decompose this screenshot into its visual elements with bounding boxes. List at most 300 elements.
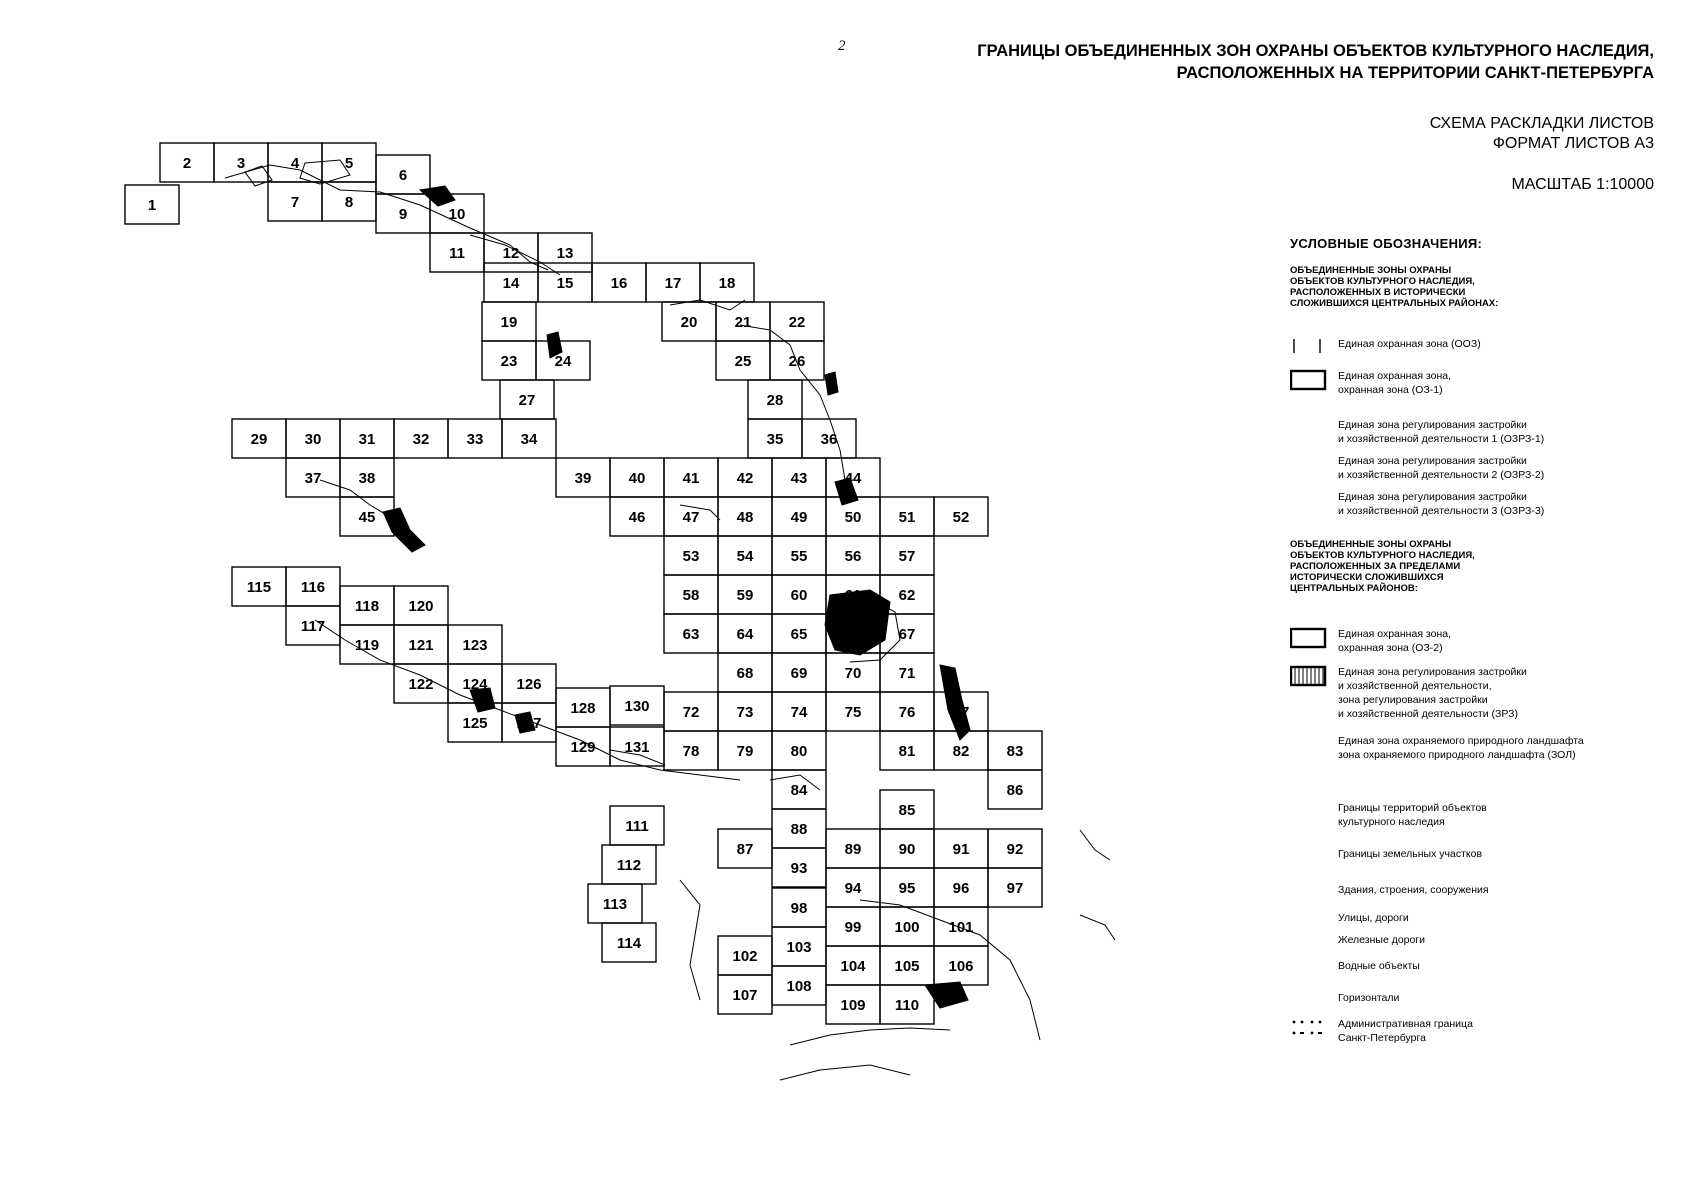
sheet-53: [664, 536, 718, 575]
map-title-line: ГРАНИЦЫ ОБЪЕДИНЕННЫХ ЗОН ОХРАНЫ ОБЪЕКТОВ КУЛЬТУРНОГО НАСЛЕДИЯ,: [977, 42, 1654, 60]
sheet-1: [125, 185, 179, 224]
legend-item-line: Водные объекты: [1338, 960, 1420, 972]
sheet-label: 84: [790, 782, 808, 799]
sheet-30: [286, 419, 340, 458]
sheet-20: [662, 302, 716, 341]
sheet-71: [880, 653, 934, 692]
sheet-label: 23: [500, 353, 518, 370]
sheet-86: [988, 770, 1042, 809]
sheet-80: [772, 731, 826, 770]
sheet-18: [700, 263, 754, 302]
zone-features: [225, 160, 1115, 1080]
sheet-label: 98: [790, 900, 808, 917]
sheet-label: 126: [516, 676, 542, 693]
sheet-106: [934, 946, 988, 985]
legend-section-line: ЦЕНТРАЛЬНЫХ РАЙОНОВ:: [1290, 583, 1418, 594]
legend-section-line: РАСПОЛОЖЕННЫХ В ИСТОРИЧЕСКИ: [1290, 287, 1466, 298]
sheet-label: 67: [898, 626, 916, 643]
sheet-label: 12: [502, 245, 520, 262]
sheet-128: [556, 688, 610, 727]
sheet-51: [880, 497, 934, 536]
sheet-41: [664, 458, 718, 497]
sheet-27: [500, 380, 554, 419]
legend-item-line: Единая зона регулирования застройки: [1338, 666, 1527, 678]
sheet-72: [664, 692, 718, 731]
legend-item-line: и хозяйственной деятельности 2 (ОЗРЗ-2): [1338, 469, 1545, 481]
legend-item-text: [1338, 454, 1668, 482]
legend-item-text: [1338, 337, 1668, 351]
legend-item-line: Улицы, дороги: [1338, 912, 1409, 924]
sheet-58: [664, 575, 718, 614]
sheet-95: [880, 868, 934, 907]
sheet-label: 70: [844, 665, 862, 682]
sheet-label: 24: [554, 353, 572, 370]
sheet-label: 44: [844, 470, 862, 487]
sheet-68: [718, 653, 772, 692]
sheet-label: 91: [952, 841, 970, 858]
sheet-label: 86: [1006, 782, 1024, 799]
sheet-32: [394, 419, 448, 458]
sheet-65: [772, 614, 826, 653]
sheet-83: [988, 731, 1042, 770]
sheet-label: 28: [766, 392, 784, 409]
sheet-label: 25: [734, 353, 752, 370]
sheet-31: [340, 419, 394, 458]
subtitle-line: СХЕМА РАСКЛАДКИ ЛИСТОВ: [1429, 115, 1654, 132]
sheet-label: 97: [1006, 880, 1024, 897]
sheet-label: 35: [766, 431, 784, 448]
sheet-label: 108: [786, 978, 812, 995]
sheet-label: 104: [840, 958, 866, 975]
legend-item-line: Железные дороги: [1338, 934, 1426, 946]
sheet-label: 15: [556, 275, 574, 292]
zone-dark: [925, 982, 968, 1008]
sheet-label: 107: [732, 987, 758, 1004]
sheet-26: [770, 341, 824, 380]
zone-boundary: [300, 160, 350, 184]
zone-dark: [420, 186, 455, 206]
legend-admin-boundary-symbol: [1290, 1017, 1330, 1039]
zone-dark: [940, 665, 970, 740]
sheet-label: 118: [354, 598, 380, 615]
sheet-label: 106: [948, 958, 974, 975]
sheet-25: [716, 341, 770, 380]
sheet-42: [718, 458, 772, 497]
sheet-label: 36: [820, 431, 838, 448]
legend-item-line: Единая зона регулирования застройки: [1338, 455, 1527, 467]
legend-item-text: [1338, 991, 1668, 1005]
sheet-label: 63: [682, 626, 700, 643]
sheet-8: [322, 182, 376, 221]
sheet-label: 48: [736, 509, 754, 526]
sheet-label: 14: [502, 275, 520, 292]
sheet-label: 73: [736, 704, 754, 721]
sheet-73: [718, 692, 772, 731]
sheet-37: [286, 458, 340, 497]
sheet-label: 121: [408, 637, 434, 654]
sheet-label: 2: [182, 155, 192, 172]
sheet-label: 49: [790, 509, 808, 526]
sheet-label: 64: [736, 626, 754, 643]
sheet-130: [610, 686, 664, 725]
sheet-117: [286, 606, 340, 645]
sheet-label: 18: [718, 275, 736, 292]
sheet-label: 88: [790, 821, 808, 838]
sheet-label: 40: [628, 470, 646, 487]
sheet-label: 123: [462, 637, 488, 654]
sheet-96: [934, 868, 988, 907]
sheet-label: 111: [625, 818, 649, 835]
sheet-120: [394, 586, 448, 625]
sheet-17: [646, 263, 700, 302]
legend-item-line: и хозяйственной деятельности 1 (ОЗРЗ-1): [1338, 433, 1545, 445]
page-number: 2: [838, 38, 846, 54]
sheet-7: [268, 182, 322, 221]
sheet-122: [394, 664, 448, 703]
sheet-54: [718, 536, 772, 575]
sheet-label: 16: [610, 275, 628, 292]
legend-item-text: [1338, 627, 1668, 655]
sheet-34: [502, 419, 556, 458]
sheet-label: 124: [462, 676, 488, 693]
legend-item-line: охранная зона (ОЗ-1): [1338, 384, 1443, 396]
sheet-label: 11: [449, 245, 465, 262]
zone-dark: [825, 372, 838, 395]
legend-item-line: Границы земельных участков: [1338, 848, 1483, 860]
sheet-label: 30: [304, 431, 322, 448]
legend-item-line: Единая зона регулирования застройки: [1338, 491, 1527, 503]
sheet-89: [826, 829, 880, 868]
sheet-label: 45: [358, 509, 376, 526]
sheet-label: 103: [786, 939, 812, 956]
legend: [1290, 236, 1670, 1044]
sheet-label: 131: [624, 739, 650, 756]
legend-item-text: [1338, 959, 1668, 973]
sheet-79: [718, 731, 772, 770]
sheet-84: [772, 770, 826, 809]
sheet-93: [772, 848, 826, 887]
sheet-3: [214, 143, 268, 182]
sheet-119: [340, 625, 394, 664]
sheet-label: 31: [358, 431, 376, 448]
map-scale: МАСШТАБ 1:10000: [1511, 176, 1654, 193]
sheet-108: [772, 966, 826, 1005]
sheet-label: 52: [952, 509, 970, 526]
legend-hatched-box-symbol: [1290, 665, 1330, 687]
sheet-57: [880, 536, 934, 575]
sheet-131: [610, 727, 664, 766]
sheet-label: 117: [300, 618, 326, 635]
subtitle-line: ФОРМАТ ЛИСТОВ А3: [1492, 135, 1654, 152]
sheet-123: [448, 625, 502, 664]
sheet-14: [484, 263, 538, 302]
sheet-38: [340, 458, 394, 497]
sheet-28: [748, 380, 802, 419]
legend-item-line: Единая зона охраняемого природного ландшафта: [1338, 735, 1584, 747]
sheet-label: 77: [952, 704, 970, 721]
sheet-102: [718, 936, 772, 975]
sheet-109: [826, 985, 880, 1024]
sheet-label: 38: [358, 470, 376, 487]
sheet-label: 59: [736, 587, 754, 604]
legend-section-line: ОБЪЕДИНЕННЫЕ ЗОНЫ ОХРАНЫ: [1290, 265, 1452, 276]
sheet-label: 127: [516, 715, 542, 732]
legend-item-line: Единая охранная зона,: [1338, 628, 1452, 640]
sheet-81: [880, 731, 934, 770]
sheet-label: 115: [246, 579, 272, 596]
sheet-label: 57: [898, 548, 916, 565]
sheet-19: [482, 302, 536, 341]
sheet-label: 53: [682, 548, 700, 565]
sheet-label: 62: [898, 587, 916, 604]
sheet-16: [592, 263, 646, 302]
sheet-grid: [125, 143, 1042, 1024]
sheet-59: [718, 575, 772, 614]
sheet-label: 27: [518, 392, 536, 409]
sheet-12: [484, 233, 538, 272]
legend-item-line: и хозяйственной деятельности 3 (ОЗРЗ-3): [1338, 505, 1545, 517]
legend-section-line: ОБЪЕКТОВ КУЛЬТУРНОГО НАСЛЕДИЯ,: [1290, 276, 1475, 287]
sheet-label: 74: [790, 704, 808, 721]
sheet-label: 17: [664, 275, 682, 292]
legend-item-text: [1338, 490, 1668, 518]
sheet-label: 13: [556, 245, 574, 262]
zone-boundary: [780, 1065, 910, 1080]
legend-section-historic: [1290, 265, 1520, 309]
sheet-label: 32: [412, 431, 430, 448]
sheet-label: 130: [624, 698, 650, 715]
sheet-91: [934, 829, 988, 868]
sheet-label: 42: [736, 470, 754, 487]
legend-section-line: ИСТОРИЧЕСКИ СЛОЖИВШИХСЯ: [1290, 572, 1444, 583]
legend-item-line: Санкт-Петербурга: [1338, 1032, 1426, 1044]
legend-item-line: культурного наследия: [1338, 816, 1445, 828]
sheet-90: [880, 829, 934, 868]
sheet-104: [826, 946, 880, 985]
zone-boundary: [790, 1028, 950, 1045]
legend-ooz-symbol: [1290, 337, 1330, 359]
legend-item-line: Горизонтали: [1338, 992, 1400, 1004]
sheet-126: [502, 664, 556, 703]
sheet-label: 75: [844, 704, 862, 721]
sheet-118: [340, 586, 394, 625]
sheet-39: [556, 458, 610, 497]
sheet-100: [880, 907, 934, 946]
sheet-label: 6: [398, 167, 408, 184]
sheet-label: 68: [736, 665, 754, 682]
sheet-label: 37: [304, 470, 322, 487]
sheet-label: 92: [1006, 841, 1024, 858]
sheet-label: 116: [300, 579, 326, 596]
sheet-label: 96: [952, 880, 970, 897]
sheet-label: 5: [344, 155, 354, 172]
sheet-label: 125: [462, 715, 488, 732]
sheet-74: [772, 692, 826, 731]
zone-boundary: [740, 325, 845, 480]
sheet-113: [588, 884, 642, 923]
sheet-125: [448, 703, 502, 742]
sheet-5: [322, 143, 376, 182]
sheet-label: 89: [844, 841, 862, 858]
legend-zone-box-symbol: [1290, 627, 1330, 649]
sheet-112: [602, 845, 656, 884]
legend-item-text: [1338, 883, 1668, 897]
sheet-label: 51: [898, 509, 916, 526]
sheet-60: [772, 575, 826, 614]
sheet-label: 110: [894, 997, 920, 1014]
sheet-36: [802, 419, 856, 458]
sheet-127: [502, 703, 556, 742]
sheet-label: 9: [398, 206, 408, 223]
legend-item-line: зона регулирования застройки: [1338, 694, 1488, 706]
legend-item-line: Административная граница: [1338, 1018, 1473, 1030]
sheet-56: [826, 536, 880, 575]
sheet-107: [718, 975, 772, 1014]
sheet-label: 99: [844, 919, 862, 936]
sheet-label: 78: [682, 743, 700, 760]
legend-item-text: [1338, 911, 1668, 925]
sheet-103: [772, 927, 826, 966]
sheet-40: [610, 458, 664, 497]
legend-item-text: [1338, 665, 1668, 721]
sheet-label: 65: [790, 626, 808, 643]
sheet-label: 83: [1006, 743, 1024, 760]
sheet-label: 19: [500, 314, 518, 331]
sheet-35: [748, 419, 802, 458]
legend-item-line: охранная зона (ОЗ-2): [1338, 642, 1443, 654]
legend-item-line: и хозяйственной деятельности (ЗРЗ): [1338, 708, 1518, 720]
sheet-label: 120: [408, 598, 434, 615]
map-title-line: РАСПОЛОЖЕННЫХ НА ТЕРРИТОРИИ САНКТ-ПЕТЕРБУРГА: [1176, 64, 1654, 82]
legend-item-line: Здания, строения, сооружения: [1338, 884, 1489, 896]
sheet-70: [826, 653, 880, 692]
sheet-116: [286, 567, 340, 606]
sheet-22: [770, 302, 824, 341]
map-subtitle: [1430, 114, 1654, 154]
sheet-78: [664, 731, 718, 770]
zone-boundary: [225, 165, 548, 270]
legend-section-line: ОБЪЕКТОВ КУЛЬТУРНОГО НАСЛЕДИЯ,: [1290, 550, 1475, 561]
sheet-11: [430, 233, 484, 272]
sheet-33: [448, 419, 502, 458]
sheet-label: 10: [448, 206, 466, 223]
sheet-label: 76: [898, 704, 916, 721]
sheet-label: 41: [682, 470, 700, 487]
sheet-92: [988, 829, 1042, 868]
sheet-label: 80: [790, 743, 808, 760]
sheet-label: 100: [894, 919, 920, 936]
sheet-29: [232, 419, 286, 458]
sheet-63: [664, 614, 718, 653]
sheet-97: [988, 868, 1042, 907]
sheet-label: 101: [948, 919, 974, 936]
sheet-129: [556, 727, 610, 766]
sheet-label: 113: [602, 896, 628, 913]
sheet-label: 34: [520, 431, 538, 448]
legend-item-text: [1338, 418, 1668, 446]
sheet-23: [482, 341, 536, 380]
sheet-label: 85: [898, 802, 916, 819]
legend-item-text: [1338, 734, 1668, 762]
sheet-label: 95: [898, 880, 916, 897]
legend-section-line: ОБЪЕДИНЕННЫЕ ЗОНЫ ОХРАНЫ: [1290, 539, 1452, 550]
legend-item-line: Единая зона регулирования застройки: [1338, 419, 1527, 431]
zone-boundary: [680, 880, 700, 1000]
sheet-69: [772, 653, 826, 692]
sheet-label: 43: [790, 470, 808, 487]
zone-boundary: [1080, 915, 1115, 940]
sheet-75: [826, 692, 880, 731]
legend-item-line: Единая охранная зона,: [1338, 370, 1452, 382]
sheet-49: [772, 497, 826, 536]
legend-item-text: [1338, 801, 1668, 829]
legend-item-line: Единая охранная зона (ООЗ): [1338, 338, 1481, 350]
legend-section-outside: [1290, 539, 1520, 594]
sheet-label: 22: [788, 314, 806, 331]
sheet-label: 58: [682, 587, 700, 604]
sheet-label: 114: [616, 935, 642, 952]
sheet-115: [232, 567, 286, 606]
sheet-121: [394, 625, 448, 664]
sheet-label: 20: [680, 314, 698, 331]
legend-item-line: и хозяйственной деятельности,: [1338, 680, 1492, 692]
sheet-6: [376, 155, 430, 194]
sheet-114: [602, 923, 656, 962]
sheet-label: 66: [844, 626, 862, 643]
legend-item-text: [1338, 1017, 1668, 1045]
sheet-label: 71: [898, 665, 916, 682]
sheet-24: [536, 341, 590, 380]
sheet-87: [718, 829, 772, 868]
sheet-label: 90: [898, 841, 916, 858]
sheet-label: 109: [840, 997, 866, 1014]
sheet-43: [772, 458, 826, 497]
sheet-label: 1: [147, 197, 157, 214]
sheet-110: [880, 985, 934, 1024]
legend-item-line: зона охраняемого природного ландшафта (ЗОЛ): [1338, 749, 1576, 761]
sheet-label: 56: [844, 548, 862, 565]
sheet-48: [718, 497, 772, 536]
zone-boundary: [1080, 830, 1110, 860]
sheet-label: 46: [628, 509, 646, 526]
sheet-47: [664, 497, 718, 536]
sheet-52: [934, 497, 988, 536]
sheet-88: [772, 809, 826, 848]
sheet-label: 105: [894, 958, 920, 975]
sheet-label: 7: [290, 194, 300, 211]
sheet-label: 93: [790, 860, 808, 877]
sheet-label: 112: [616, 857, 642, 874]
legend-item-text: [1338, 369, 1668, 397]
sheet-76: [880, 692, 934, 731]
sheet-label: 47: [682, 509, 700, 526]
sheet-46: [610, 497, 664, 536]
sheet-label: 3: [236, 155, 246, 172]
sheet-50: [826, 497, 880, 536]
sheet-label: 87: [736, 841, 754, 858]
legend-item-text: [1338, 933, 1668, 947]
sheet-label: 8: [344, 194, 354, 211]
sheet-label: 29: [250, 431, 268, 448]
sheet-label: 55: [790, 548, 808, 565]
sheet-label: 26: [788, 353, 806, 370]
sheet-64: [718, 614, 772, 653]
sheet-label: 4: [290, 155, 300, 172]
sheet-label: 119: [354, 637, 380, 654]
sheet-label: 81: [898, 743, 916, 760]
sheet-label: 33: [466, 431, 484, 448]
legend-section-line: СЛОЖИВШИХСЯ ЦЕНТРАЛЬНЫХ РАЙОНАХ:: [1290, 298, 1499, 309]
